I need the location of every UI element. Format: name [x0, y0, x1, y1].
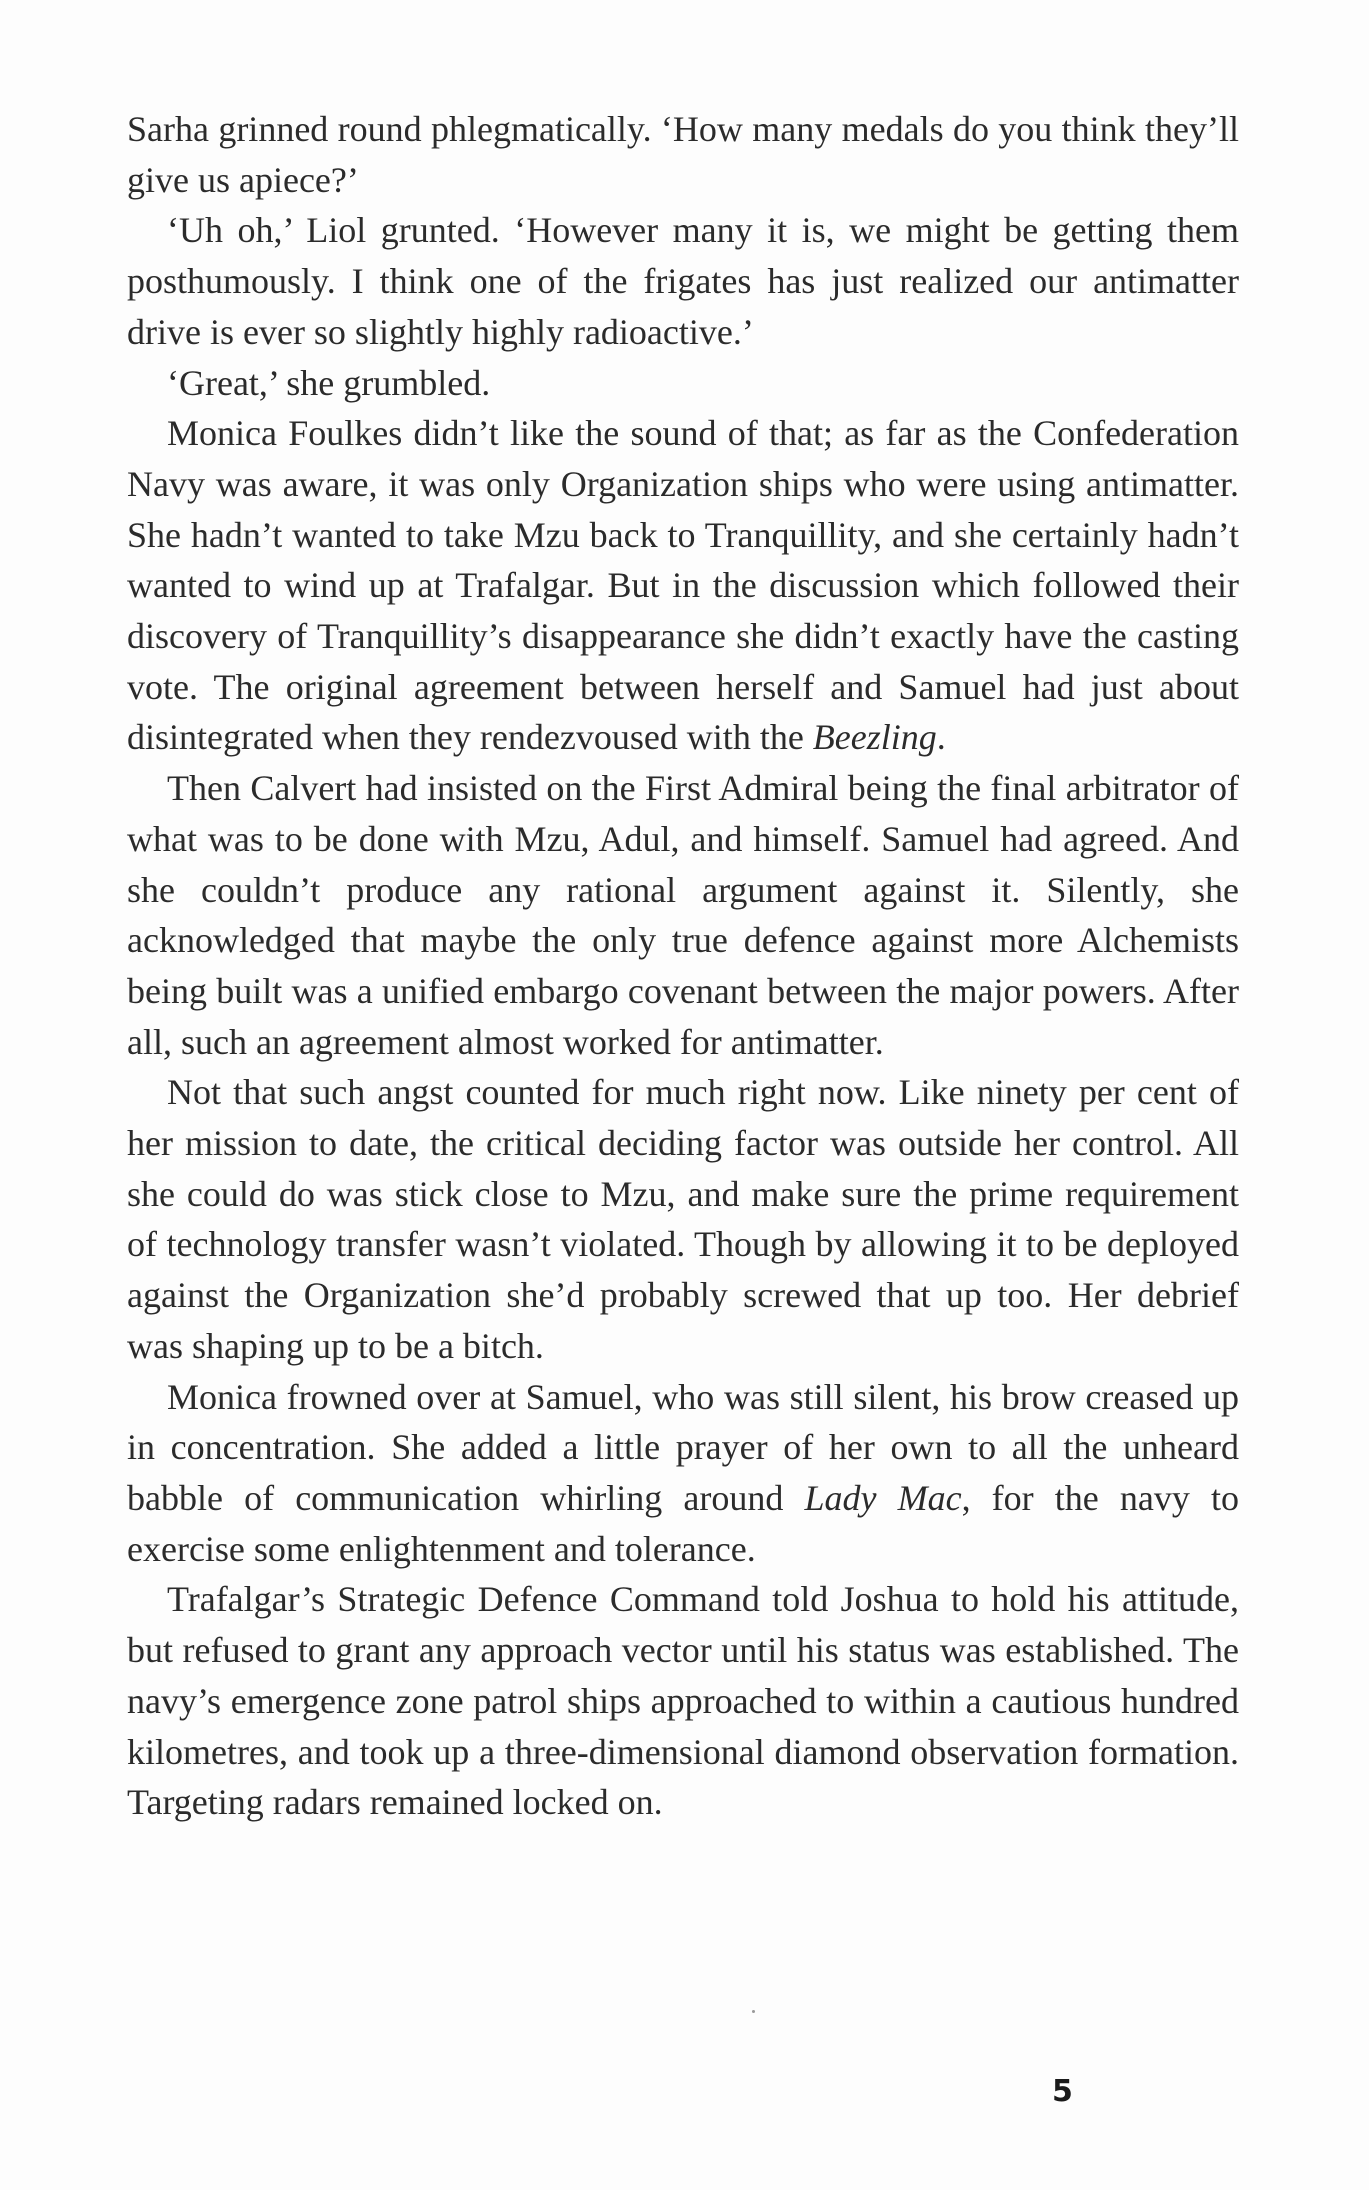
paragraph: ‘Uh oh,’ Liol grunted. ‘However many it is, we might be getting them posthumously. I think one of the frigates has just realized our antimatter drive is ever so slightly highly radioactive.’ [127, 210, 1239, 352]
paragraph: Not that such angst counted for much right now. Like ninety per cent of her mission to date, the critical deciding factor was outside her control. All she could do was stick close to Mzu, and make sure the prime requirement of technology transfer wasn’t violated. Though by allowing it to be deployed against the Organization she’d probably screwed that up too. Her debrief was shaping up to be a bitch. [127, 1072, 1239, 1366]
paragraph-text: , for the navy to exercise some enlightenment and tolerance. [127, 1477, 1239, 1569]
paragraph-text: Monica Foulkes didn’t like the sound of that; as far as the Confederation Navy was aware, it was only Organization ships who were using antimatter. She hadn’t wanted to take Mzu back to Tranquillity, and she certainly hadn’t wanted to wind up at Trafalgar. But in the discussion which followed their discovery of Tranquillity’s disappearance she didn’t exactly have the casting vote. The original agreement between herself and Samuel had just about disintegrated when they rendezvoused with the [127, 413, 1239, 758]
paragraph-text: Monica frowned over at Samuel, who was still silent, his brow creased up in concentration. She added a little prayer of her own to all the unheard babble of communication whirling around [127, 1376, 1239, 1518]
scan-speck [752, 2010, 755, 2013]
paragraph: Sarha grinned round phlegmatically. ‘How many medals do you think they’ll give us apiece?’ [127, 109, 1239, 200]
paragraph-text: . [936, 717, 946, 758]
paragraph: Then Calvert had insisted on the First Admiral being the final arbitrator of what was to be done with Mzu, Adul, and himself. Samuel had agreed. And she couldn’t produce any rational argument against it. Silently, she acknowledged that maybe the only true defence against more Alchemists being built was a unified embargo covenant between the major powers. After all, such an agreement almost worked for antimatter. [127, 768, 1239, 1062]
paragraph: Trafalgar’s Strategic Defence Command told Joshua to hold his attitude, but refused to grant any approach vector until his status was established. The navy’s emergence zone patrol ships approached to within a cautious hundred kilometres, and took up a three-dimensional diamond observation formation. Targeting radars remained locked on. [127, 1579, 1239, 1823]
ship-name-italic: Beezling [812, 717, 937, 758]
paragraph [127, 1372, 1239, 1575]
body-text [127, 104, 1239, 1828]
paragraph [127, 408, 1239, 763]
paragraph: ‘Great,’ she grumbled. [167, 362, 491, 403]
page-number: 5 [1052, 2074, 1073, 2109]
ship-name-italic: Lady Mac [804, 1477, 962, 1518]
